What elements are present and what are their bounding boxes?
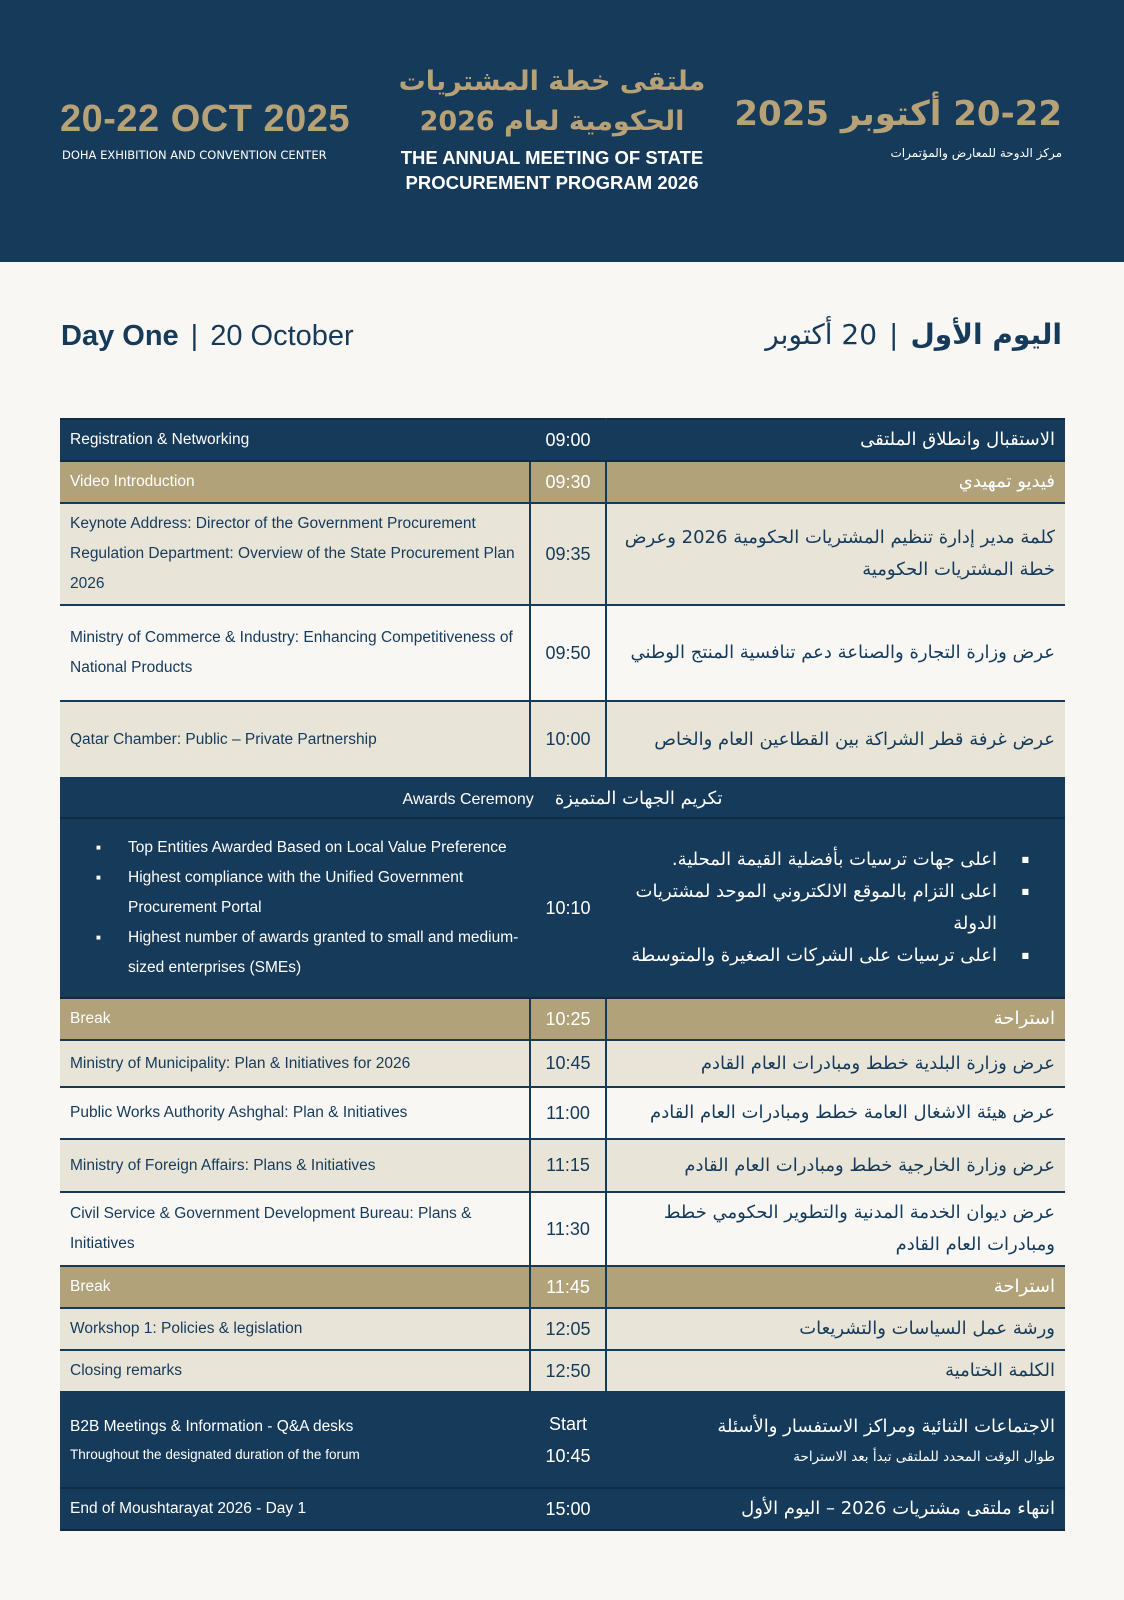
item-time: 09:35 [530,503,606,605]
item-ar: عرض غرفة قطر الشراكة بين القطاعين العام والخاص [606,701,1065,778]
item-ar: الاستقبال وانطلاق الملتقى [606,419,1065,461]
list-item: ■ Top Entities Awarded Based on Local Value Preference [60,833,529,863]
item-time: 10:10 [530,818,606,998]
item-time: 12:50 [530,1350,606,1392]
day-label-en: Day One [61,320,179,352]
table-row [60,1350,1065,1392]
day-separator-en: | [190,320,199,352]
table-row [60,419,1065,461]
item-time: 11:45 [530,1266,606,1308]
item-en: Ministry of Commerce & Industry: Enhancing Competitiveness of National Products [60,605,530,701]
awards-list-ar-cell [606,818,1065,998]
item-en: Workshop 1: Policies & legislation [60,1308,530,1350]
event-title-en-line2: PROCUREMENT PROGRAM 2026 [405,172,699,193]
item-time: 15:00 [530,1488,606,1530]
b2b-ar-cell [606,1392,1065,1488]
event-title-ar-line1: ملتقى خطة المشتريات [398,66,706,97]
day-label-ar: اليوم الأول [910,318,1062,351]
item-en: Break [60,1266,530,1308]
item-time: 12:05 [530,1308,606,1350]
day-date-ar: 20 أكتوبر [765,318,878,351]
table-row [60,503,1065,605]
b2b-title-en: B2B Meetings & Information - Q&A desks [70,1418,354,1435]
event-title-ar-line2: الحكومية لعام 2026 [419,106,685,137]
list-item: ■ اعلى جهات ترسيات بأفضلية القيمة المحلية. [607,844,1065,876]
table-row [60,998,1065,1040]
schedule-table [60,418,1065,1531]
awards-list-en [60,833,529,983]
awards-header-row [60,778,1065,818]
venue-en: DOHA EXHIBITION AND CONVENTION CENTER [62,148,327,162]
item-ar: استراحة [606,998,1065,1040]
b2b-en-cell [60,1392,530,1488]
table-row [60,1087,1065,1139]
item-ar: فيديو تمهيدي [606,461,1065,503]
item-ar: عرض وزارة البلدية خطط ومبادرات العام القادم [606,1040,1065,1087]
table-row [60,1192,1065,1266]
b2b-time: 10:45 [545,1446,591,1466]
table-row [60,701,1065,778]
item-ar: ورشة عمل السياسات والتشريعات [606,1308,1065,1350]
item-ar: الكلمة الختامية [606,1350,1065,1392]
item-time: 10:00 [530,701,606,778]
table-row [60,1266,1065,1308]
b2b-time-start: Start [548,1414,587,1434]
item-en: Closing remarks [60,1350,530,1392]
item-time: 09:00 [530,419,606,461]
b2b-title-ar: الاجتماعات الثنائية ومراكز الاستفسار والأسئلة [717,1416,1055,1437]
item-time: 10:45 [530,1040,606,1087]
item-ar: كلمة مدير إدارة تنظيم المشتريات الحكومية 2026 وعرض خطة المشتريات الحكومية [606,503,1065,605]
list-item: ■ Highest number of awards granted to small and medium-sized enterprises (SMEs) [60,923,529,983]
item-en: Civil Service & Government Development Bureau: Plans & Initiatives [60,1192,530,1266]
item-en: Registration & Networking [60,419,530,461]
awards-list-en-cell [60,818,530,998]
table-row [60,1040,1065,1087]
b2b-note-ar: طوال الوقت المحدد للملتقى تبدأ بعد الاستراحة [793,1449,1055,1465]
item-time: 09:50 [530,605,606,701]
b2b-note-en: Throughout the designated duration of the forum [70,1447,360,1462]
item-ar: عرض وزارة التجارة والصناعة دعم تنافسية المنتج الوطني [606,605,1065,701]
item-en: Keynote Address: Director of the Government Procurement Regulation Department: Overview of the State Procurement Plan 2026 [60,503,530,605]
table-row [60,461,1065,503]
table-row [60,605,1065,701]
list-item: ■ Highest compliance with the Unified Government Procurement Portal [60,863,529,923]
item-time: 11:30 [530,1192,606,1266]
day-date-en: 20 October [210,320,354,352]
day-separator-ar: | [889,318,899,351]
awards-title-en: Awards Ceremony [402,790,534,808]
item-en: Public Works Authority Ashghal: Plan & Initiatives [60,1087,530,1139]
item-ar: انتهاء ملتقى مشتريات 2026 – اليوم الأول [606,1488,1065,1530]
venue-ar: مركز الدوحة للمعارض والمؤتمرات [890,146,1062,160]
event-date-ar: 20-22 أكتوبر 2025 [734,94,1062,134]
event-title [390,62,714,195]
item-time: 10:25 [530,998,606,1040]
awards-title [60,778,1065,818]
list-item: ■ اعلى التزام بالموقع الالكتروني الموحد لمشتريات الدولة [607,876,1065,940]
b2b-row [60,1392,1065,1488]
item-ar: عرض هيئة الاشغال العامة خطط ومبادرات العام القادم [606,1087,1065,1139]
item-en: Ministry of Foreign Affairs: Plans & Initiatives [60,1139,530,1192]
table-row [60,1308,1065,1350]
item-en: Qatar Chamber: Public – Private Partnership [60,701,530,778]
event-date-en: 20-22 OCT 2025 [60,98,351,140]
list-item: ■ اعلى ترسيات على الشركات الصغيرة والمتوسطة [607,940,1065,972]
awards-title-ar: تكريم الجهات المتميزة [554,787,723,809]
awards-list-ar [607,844,1065,972]
item-en: Ministry of Municipality: Plan & Initiatives for 2026 [60,1040,530,1087]
header-banner [0,0,1124,262]
item-ar: استراحة [606,1266,1065,1308]
item-en: Video Introduction [60,461,530,503]
awards-row [60,818,1065,998]
day-heading-ar [765,318,1062,351]
item-ar: عرض وزارة الخارجية خطط ومبادرات العام القادم [606,1139,1065,1192]
item-time: 11:00 [530,1087,606,1139]
item-time: 09:30 [530,461,606,503]
event-title-en-line1: THE ANNUAL MEETING OF STATE [400,147,704,168]
b2b-time-cell [530,1392,606,1488]
item-time: 11:15 [530,1139,606,1192]
table-row [60,1488,1065,1530]
table-row [60,1139,1065,1192]
item-en: Break [60,998,530,1040]
day-heading-en [61,320,354,353]
item-en: End of Moushtarayat 2026 - Day 1 [60,1488,530,1530]
item-ar: عرض ديوان الخدمة المدنية والتطوير الحكومي خطط ومبادرات العام القادم [606,1192,1065,1266]
